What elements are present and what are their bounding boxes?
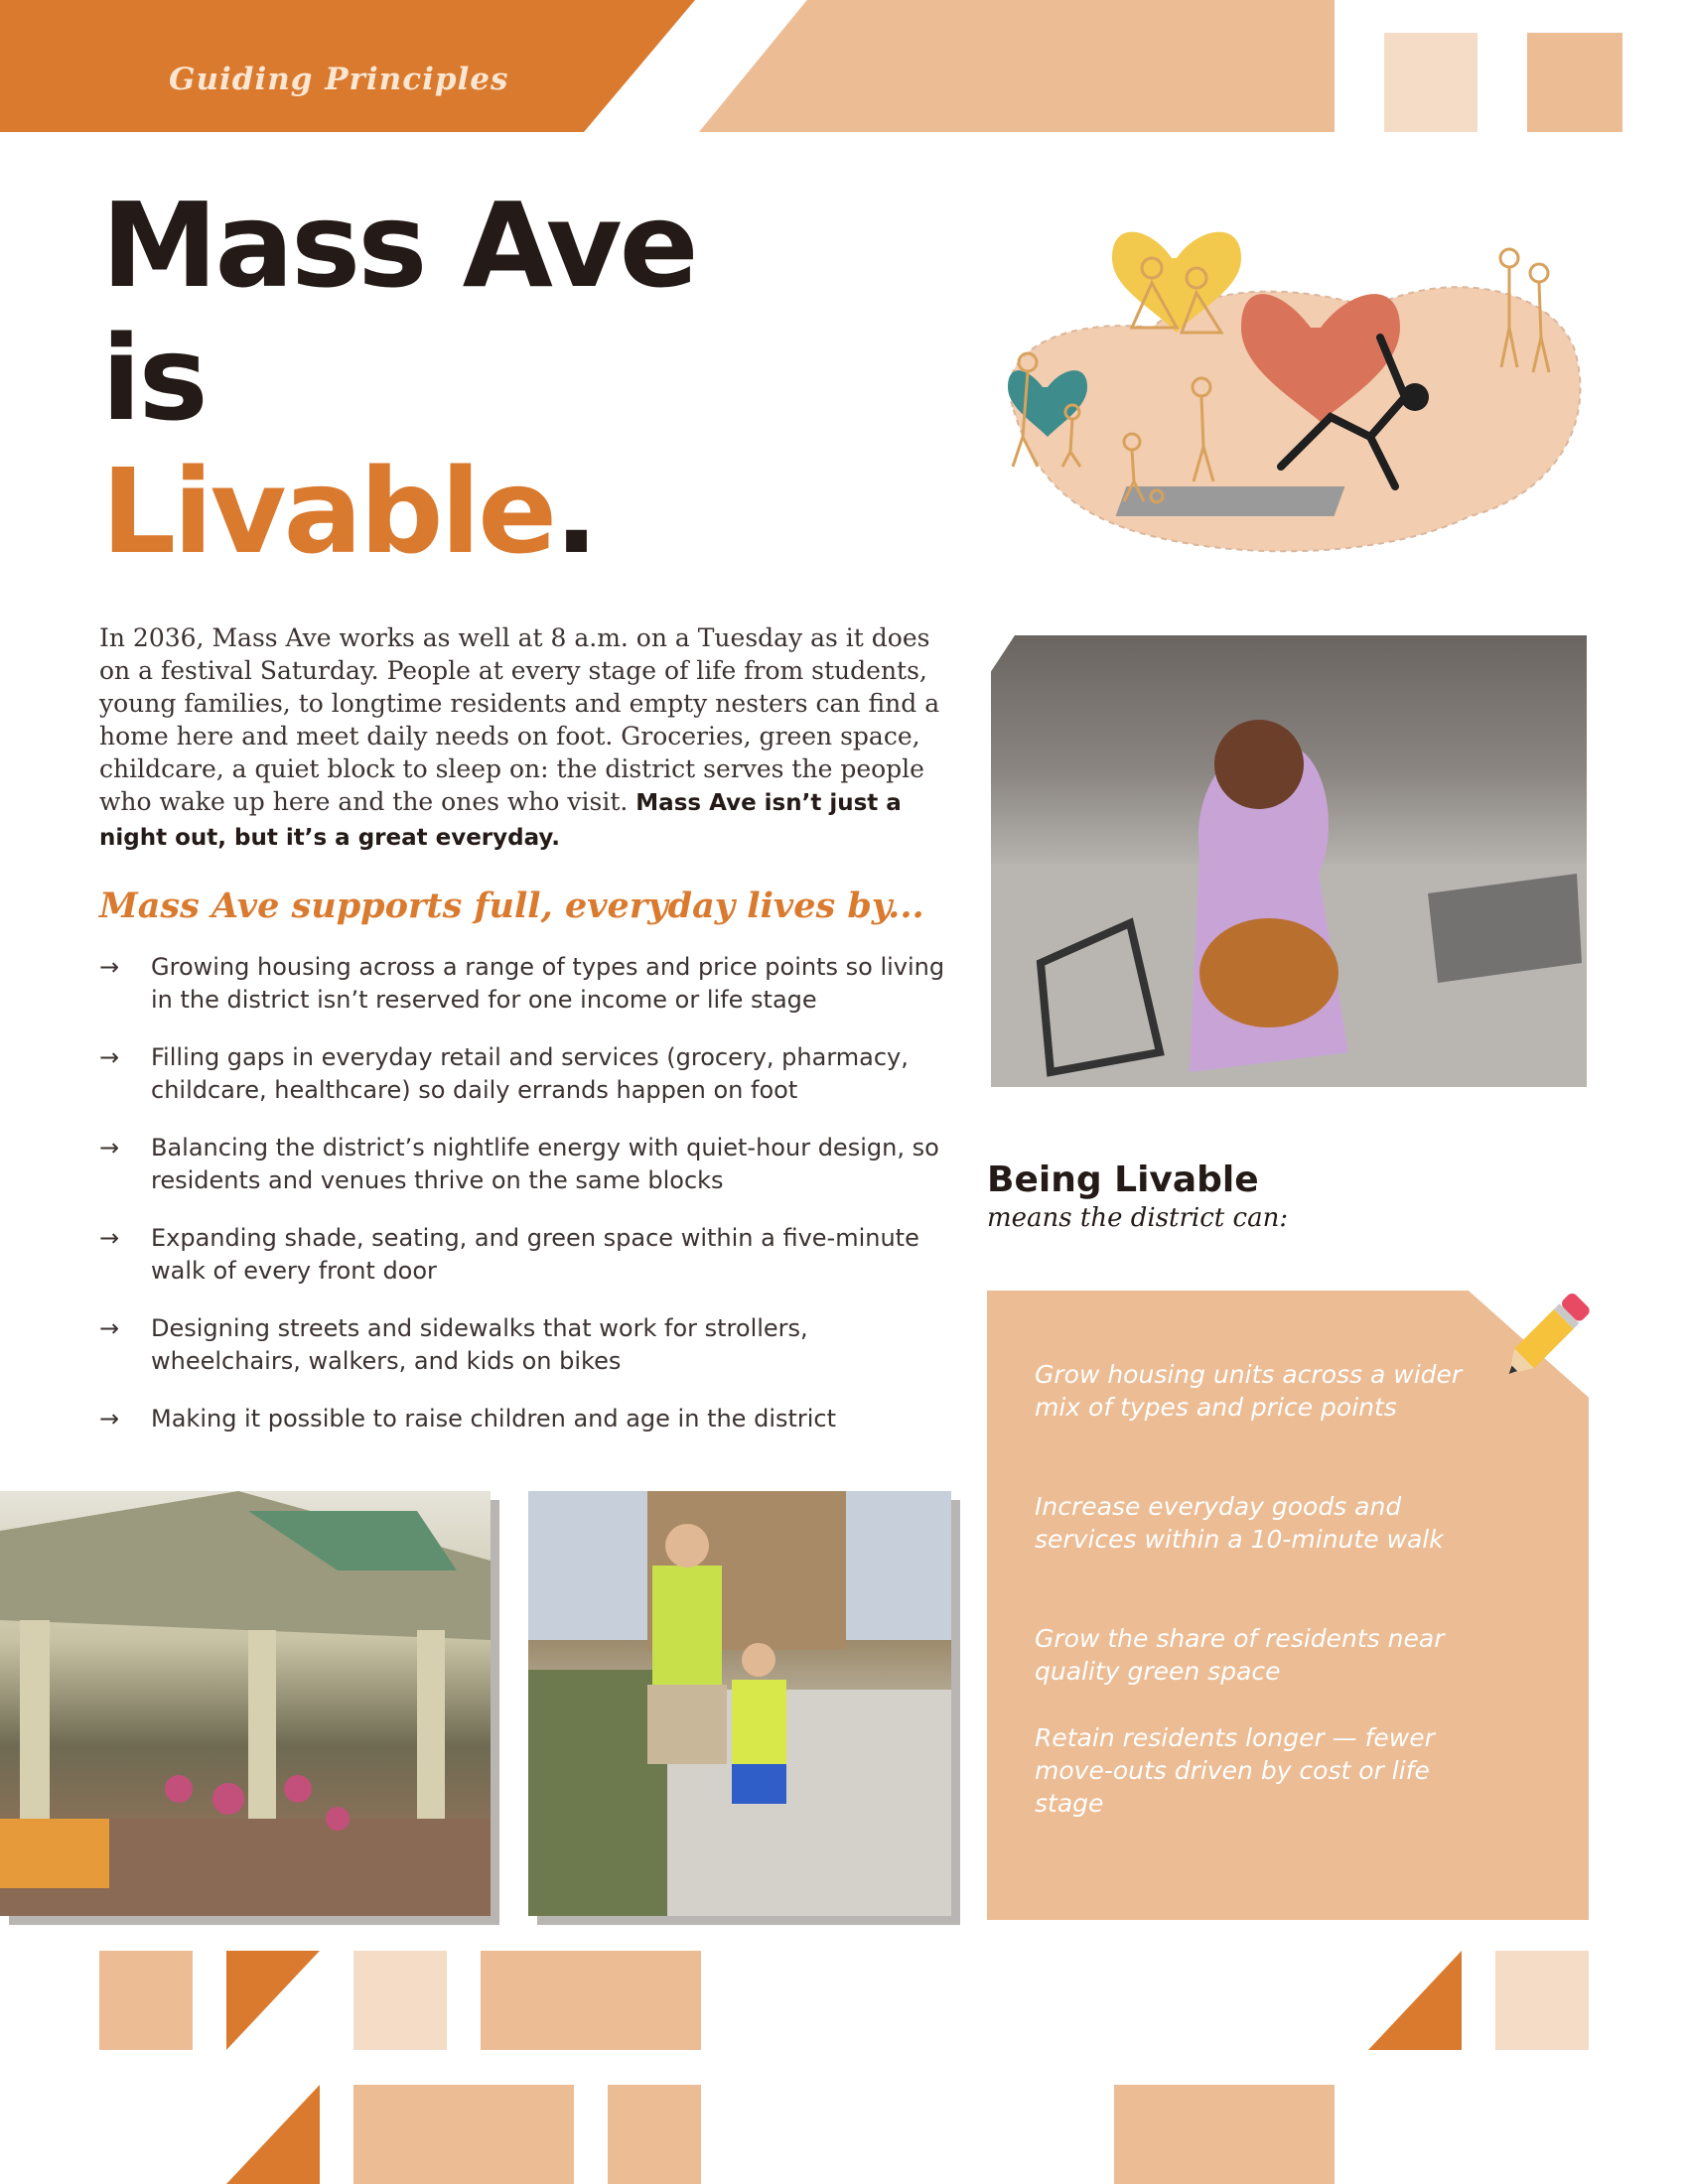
- title-line-3: Livable: [101, 443, 555, 580]
- arrow-right-icon: →: [99, 1314, 120, 1342]
- decor-triangle: [226, 2085, 320, 2184]
- photo-volunteers: [528, 1491, 951, 1916]
- decor-square: [1527, 33, 1622, 132]
- title-line-2: is: [101, 310, 206, 447]
- decor-rect: [1114, 2085, 1335, 2184]
- pencil-icon: [1489, 1286, 1599, 1395]
- decor-square: [353, 1951, 447, 2050]
- header-decor-shape: [699, 0, 1335, 132]
- list-item: [99, 1132, 953, 1197]
- title-period: .: [554, 443, 596, 580]
- list-item: [99, 1403, 953, 1435]
- list-item: [99, 1041, 953, 1107]
- list-item: [99, 1312, 953, 1378]
- arrow-right-icon: →: [99, 1043, 120, 1071]
- decor-square: [1495, 1951, 1589, 2050]
- list-item-text: Growing housing across a range of types and price points so living in the district isn’t reserved for one income or life stage: [151, 953, 945, 1014]
- livable-subheading: means the district can:: [987, 1203, 1289, 1233]
- list-item-text: Making it possible to raise children and age in the district: [151, 1405, 837, 1433]
- decor-square: [608, 2085, 701, 2184]
- decor-square: [1384, 33, 1477, 132]
- livable-item: Retain residents longer — fewer move-outs driven by cost or life stage: [1035, 1723, 1435, 1818]
- list-item-text: Filling gaps in everyday retail and services (grocery, pharmacy, childcare, healthcare) so daily errands happen on foot: [151, 1043, 909, 1104]
- intro-emphasis: Mass Ave isn’t just a night out, but it’s a great everyday.: [99, 790, 902, 851]
- title-line-1: Mass Ave: [101, 177, 696, 314]
- arrow-right-icon: →: [99, 1405, 120, 1433]
- section-label: Guiding Principles: [169, 62, 509, 97]
- decor-rect: [353, 2085, 574, 2184]
- livable-item: Grow the share of residents near quality green space: [1035, 1624, 1445, 1686]
- livable-item: Grow housing units across a wider mix of types and price points: [1035, 1360, 1463, 1422]
- photo-woman-with-dog: [991, 635, 1587, 1087]
- arrow-right-icon: →: [99, 1224, 120, 1252]
- arrow-right-icon: →: [99, 953, 120, 981]
- list-item: [99, 951, 953, 1017]
- arrow-right-icon: →: [99, 1134, 120, 1161]
- page-title: [101, 179, 696, 578]
- community-illustration: [953, 199, 1589, 566]
- list-item: [99, 1222, 953, 1288]
- decor-triangle: [1368, 1951, 1462, 2050]
- intro-text: In 2036, Mass Ave works as well at 8 a.m. on a Tuesday as it does on a festival Saturday. People at every stage of life from students, young families, to longtime residents and empty nesters can find a home here and meet daily needs on foot. Groceries, green space, childcare, a quiet block to sleep on: the district serves the people who wake up here and the ones who visit.: [99, 623, 940, 816]
- photo-market-flowers: [0, 1491, 491, 1916]
- decor-square: [99, 1951, 193, 2050]
- decor-triangle: [226, 1951, 320, 2050]
- livable-item: Increase everyday goods and services within a 10-minute walk: [1035, 1492, 1444, 1554]
- list-item-text: Designing streets and sidewalks that work for strollers, wheelchairs, walkers, and kids on bikes: [151, 1314, 808, 1375]
- supports-list: [99, 951, 953, 1460]
- supports-heading: Mass Ave supports full, everyday lives by...: [99, 886, 924, 926]
- list-item-text: Balancing the district’s nightlife energy with quiet-hour design, so residents and venues thrive on the same blocks: [151, 1134, 939, 1194]
- intro-paragraph: [99, 621, 953, 855]
- list-item-text: Expanding shade, seating, and green space within a five-minute walk of every front door: [151, 1224, 919, 1285]
- decor-rect: [481, 1951, 701, 2050]
- livable-heading: Being Livable: [987, 1160, 1259, 1200]
